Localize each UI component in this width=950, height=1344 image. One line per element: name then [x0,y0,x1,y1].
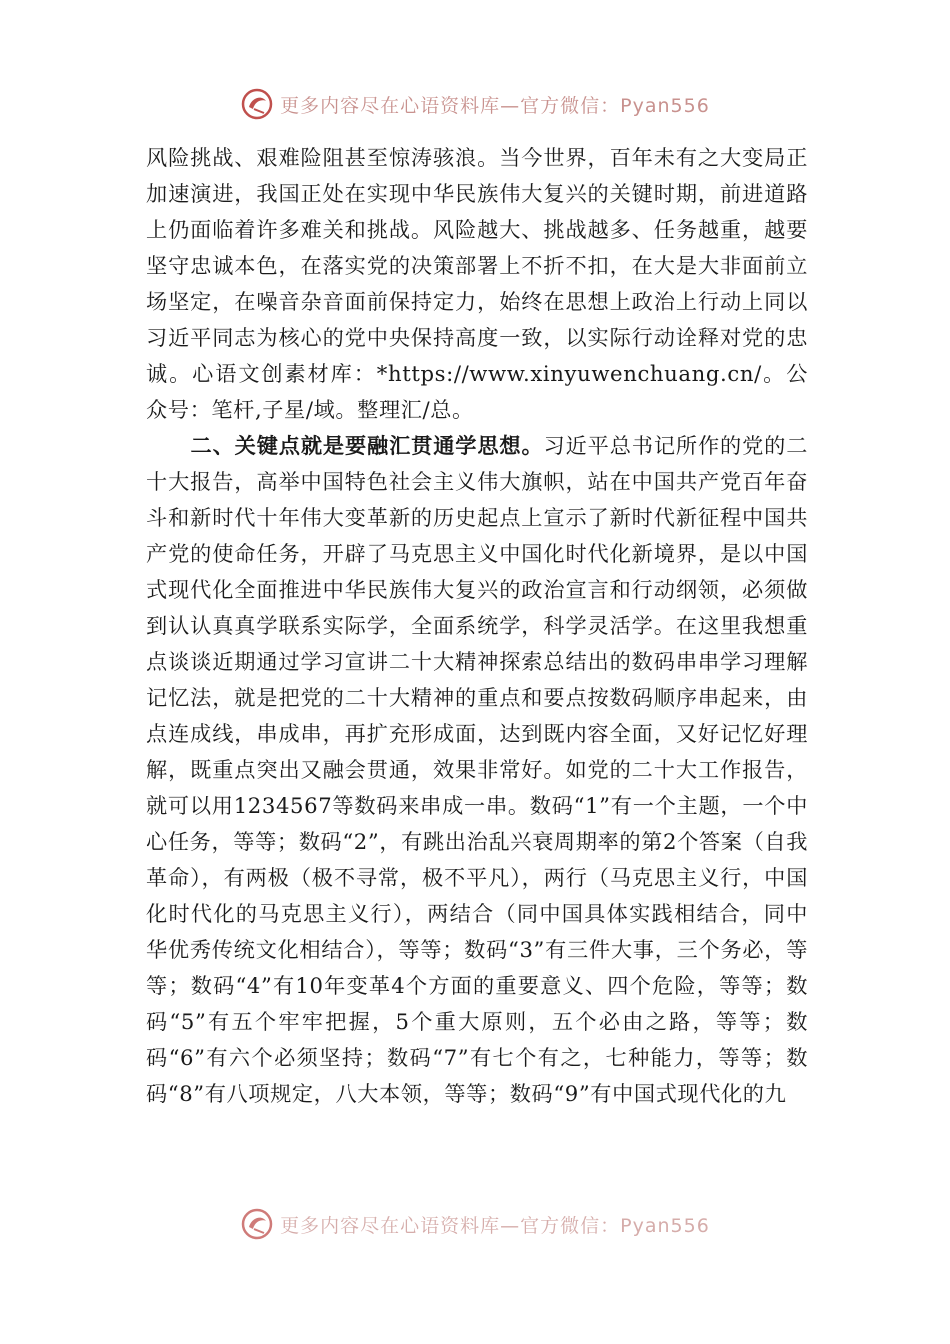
watermark-footer [0,1204,950,1244]
paragraph-2-text: 习近平总书记所作的党的二十大报告，高举中国特色社会主义伟大旗帜，站在中国共产党百年奋斗和新时代十年伟大变革新的历史起点上宣示了新时代新征程中国共产党的使命任务，开辟了马克思主义中国化时代化新境界，是以中国式现代化全面推进中华民族伟大复兴的政治宣言和行动纲领，必须做到认认真真学联系实际学，全面系统学，科学灵活学。在这里我想重点谈谈近期通过学习宣讲二十大精神探索总结出的数码串串学习理解记忆法，就是把党的二十大精神的重点和要点按数码顺序串起来，由点连成线，串成串，再扩充形成面，达到既内容全面，又好记忆好理解，既重点突出又融会贯通，效果非常好。如党的二十大工作报告，就可以用1234567等数码来串成一串。数码“1”有一个主题，一个中心任务，等等；数码“2”，有跳出治乱兴衰周期率的第2个答案（自我革命），有两极（极不寻常，极不平凡），两行（马克思主义行，中国化时代化的马克思主义行），两结合（同中国具体实践相结合，同中华优秀传统文化相结合），等等；数码“3”有三件大事，三个务必，等等；数码“4”有10年变革4个方面的重要意义、四个危险，等等；数码“5”有五个牢牢把握，5个重大原则，五个必由之路，等等；数码“6”有六个必须坚持；数码“7”有七个有之，七种能力，等等；数码“8”有八项规定，八大本领，等等；数码“9”有中国式现代化的九 [146,433,808,1106]
document-body [146,140,808,1112]
logo-icon [240,1207,274,1241]
watermark-text: 更多内容尽在心语资料库—官方微信：Pyan556 [280,94,710,117]
section-heading: 二、关键点就是要融汇贯通学思想。 [190,433,544,458]
watermark-header [0,84,950,124]
watermark-text: 更多内容尽在心语资料库—官方微信：Pyan556 [280,1214,710,1237]
paragraph-2 [146,428,808,1112]
logo-icon [240,87,274,121]
paragraph-1: 风险挑战、艰难险阻甚至惊涛骇浪。当今世界，百年未有之大变局正加速演进，我国正处在实现中华民族伟大复兴的关键时期，前进道路上仍面临着许多难关和挑战。风险越大、挑战越多、任务越重，越要坚守忠诚本色，在落实党的决策部署上不折不扣，在大是大非面前立场坚定，在噪音杂音面前保持定力，始终在思想上政治上行动上同以习近平同志为核心的党中央保持高度一致，以实际行动诠释对党的忠诚。心语文创素材库：*https://www.xinyuwenchuang.cn/。公众号：笔杆,子星/域。整理汇/总。 [146,145,808,422]
